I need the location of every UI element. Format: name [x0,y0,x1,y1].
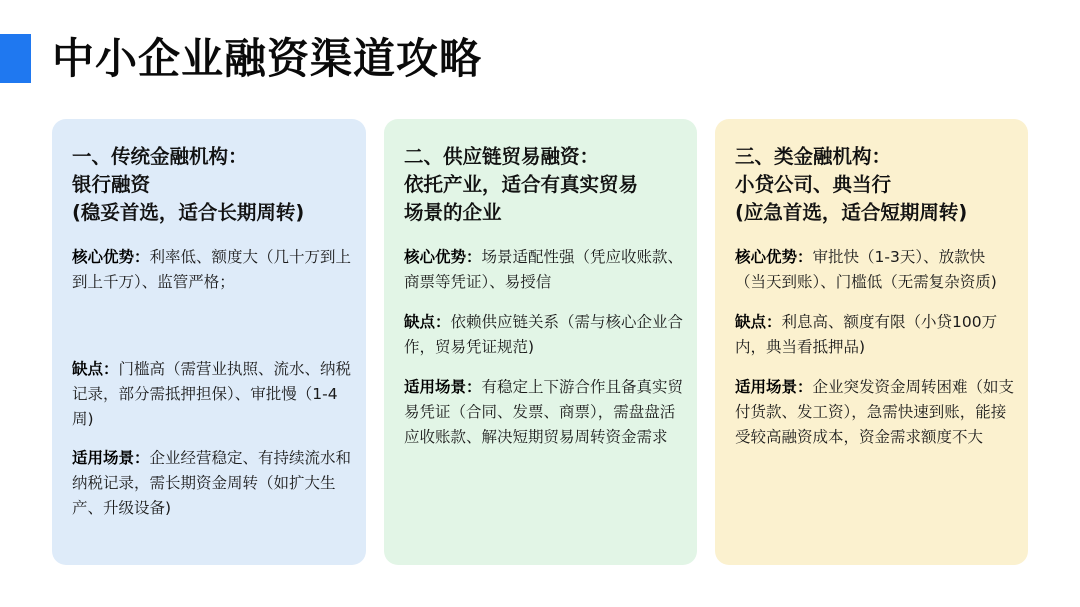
section-label: 适用场景： [72,449,150,467]
section-text: 有稳定上下游合作且备真实贸易凭证（合同、发票、商票），需盘盘活应收账款、解决短期贸易周转资金需求 [404,378,684,446]
section-text: 审批快（1-3天）、放款快（当天到账）、门槛低（无需复杂资质) [735,248,997,291]
card-title-line: 二、供应链贸易融资： [404,145,600,168]
card-title [72,143,354,227]
card-title-line: (稳妥首选，适合长期周转) [72,201,305,224]
section-advantages [735,245,1016,295]
section-text: 企业突发资金周转困难（如支付货款、发工资），急需快速到账，能接受较高融资成本，资金需求额度不大 [735,378,1015,446]
section-label: 适用场景： [735,378,813,396]
section-disadvantages [404,310,685,360]
card-title-line: (应急首选，适合短期周转) [735,201,968,224]
card-title-line: 依托产业，适合有真实贸易 [404,173,639,196]
section-use-cases [735,375,1016,450]
section-use-cases [404,375,685,450]
section-label: 适用场景： [404,378,482,396]
section-label: 核心优势： [735,248,813,266]
section-text: 企业经营稳定、有持续流水和纳税记录，需长期资金周转（如扩大生产、升级设备) [72,449,352,517]
section-label: 缺点： [72,360,119,378]
section-text: 门槛高（需营业执照、流水、纳税记录，部分需抵押担保）、审批慢（1-4周) [72,360,352,428]
section-disadvantages [72,357,354,432]
section-use-cases [72,446,354,521]
card-traditional-finance [52,119,366,565]
title-accent-bar [0,34,31,83]
section-text: 利息高、额度有限（小贷100万内，典当看抵押品) [735,313,998,356]
section-text: 利率低、额度大（几十万到上到上千万）、监管严格； [72,248,352,291]
section-advantages [404,245,685,295]
card-title-line: 三、类金融机构： [735,145,892,168]
section-disadvantages [735,310,1016,360]
card-quasi-finance [715,119,1028,565]
section-label: 缺点： [404,313,451,331]
card-title-line: 小贷公司、典当行 [735,173,892,196]
card-title [404,143,685,227]
card-supply-chain-finance [384,119,697,565]
section-text: 依赖供应链关系（需与核心企业合作，贸易凭证规范) [404,313,684,356]
section-label: 核心优势： [72,248,150,266]
section-label: 核心优势： [404,248,482,266]
card-title [735,143,1016,227]
card-title-line: 场景的企业 [404,201,502,224]
card-title-line: 一、传统金融机构： [72,145,248,168]
section-text: 场景适配性强（凭应收账款、商票等凭证）、易授信 [404,248,684,291]
page-title: 中小企业融资渠道攻略 [52,34,483,83]
section-label: 缺点： [735,313,782,331]
card-title-line: 银行融资 [72,173,151,196]
section-advantages [72,245,354,295]
